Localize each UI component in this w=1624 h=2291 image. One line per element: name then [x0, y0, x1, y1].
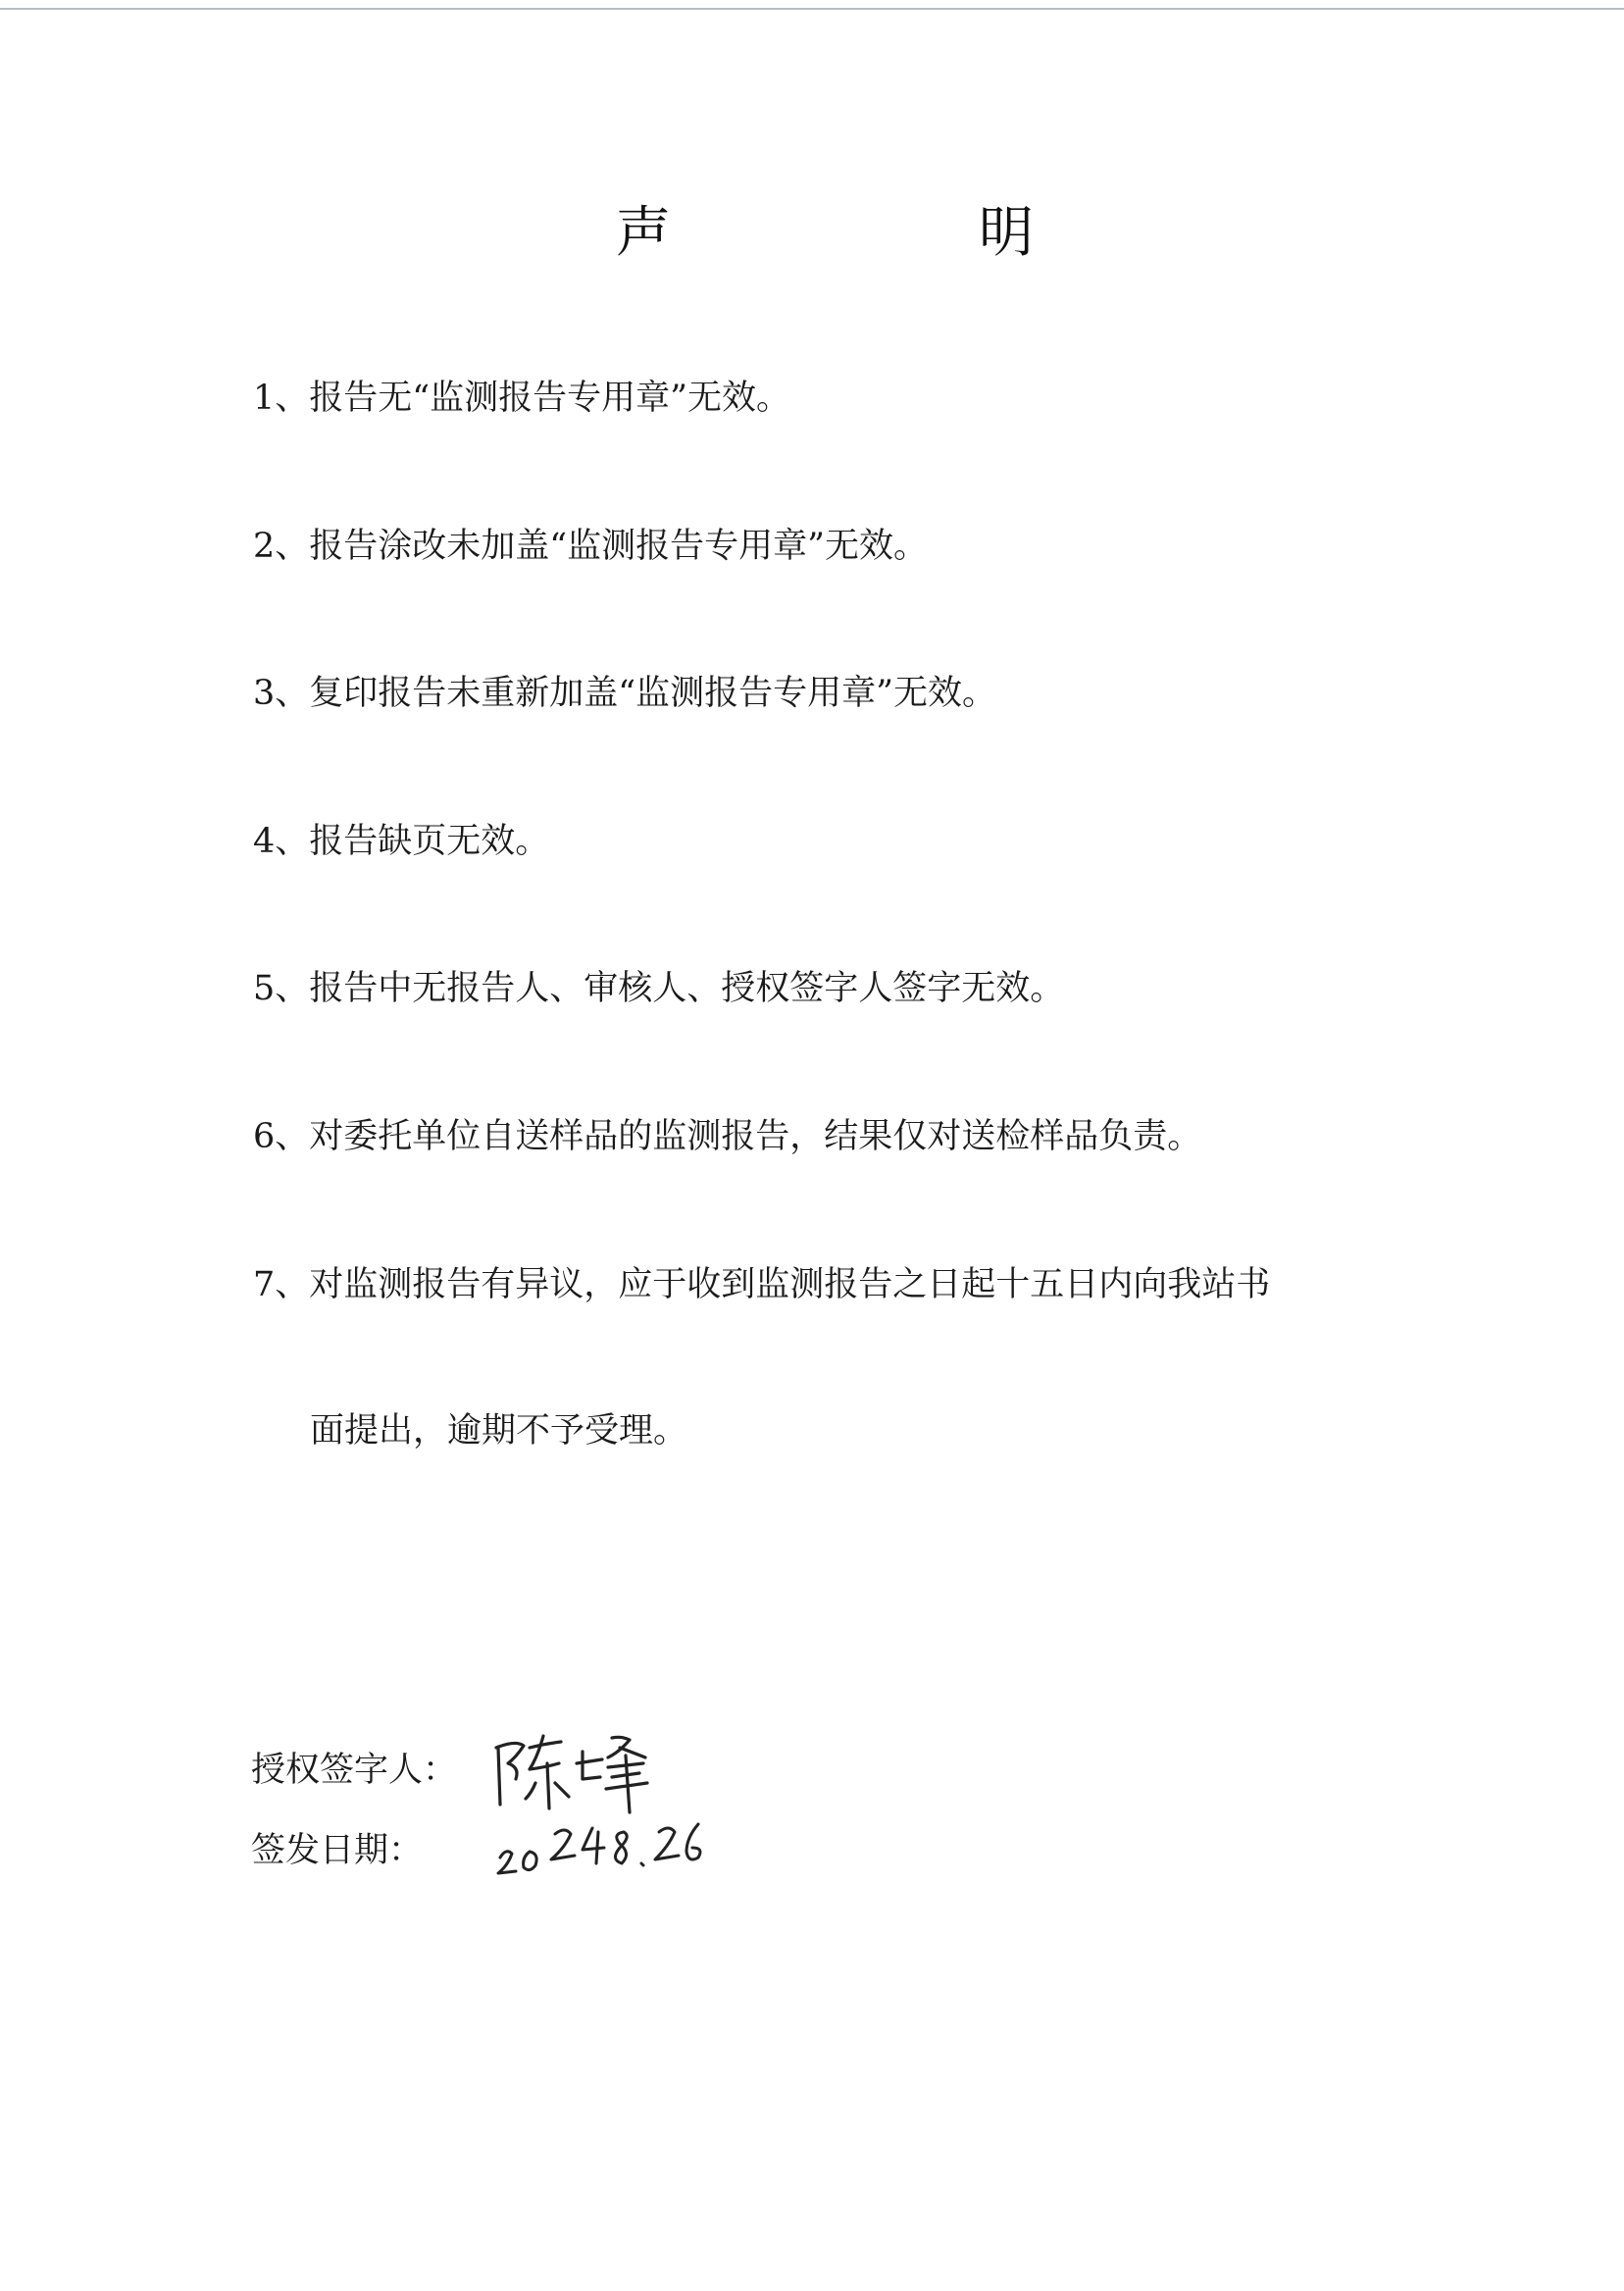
signatory-label: 授权签字人：	[251, 1751, 458, 1790]
statement-item-7: 7、对监测报告有异议，应于收到监测报告之日起十五日内向我站书	[253, 1265, 1271, 1304]
statement-item-4: 4、报告缺页无效。	[253, 822, 550, 861]
statement-item-3: 3、复印报告未重新加盖“监测报告专用章”无效。	[253, 674, 997, 713]
title-char-1: 声	[616, 201, 671, 265]
statement-item-7-continuation: 面提出，逾期不予受理。	[310, 1411, 688, 1451]
handwritten-issue-date	[494, 1812, 720, 1881]
issue-date-label: 签发日期：	[251, 1831, 424, 1870]
handwritten-signature	[486, 1718, 673, 1816]
document-title	[0, 194, 1624, 273]
title-char-2: 明	[979, 201, 1034, 265]
statement-item-5: 5、报告中无报告人、审核人、授权签字人签字无效。	[253, 969, 1065, 1008]
page-top-edge	[0, 8, 1624, 10]
statement-item-2: 2、报告涂改未加盖“监测报告专用章”无效。	[253, 527, 929, 566]
statement-item-1: 1、报告无“监测报告专用章”无效。	[253, 379, 791, 418]
statement-item-6: 6、对委托单位自送样品的监测报告，结果仅对送检样品负责。	[253, 1117, 1202, 1156]
